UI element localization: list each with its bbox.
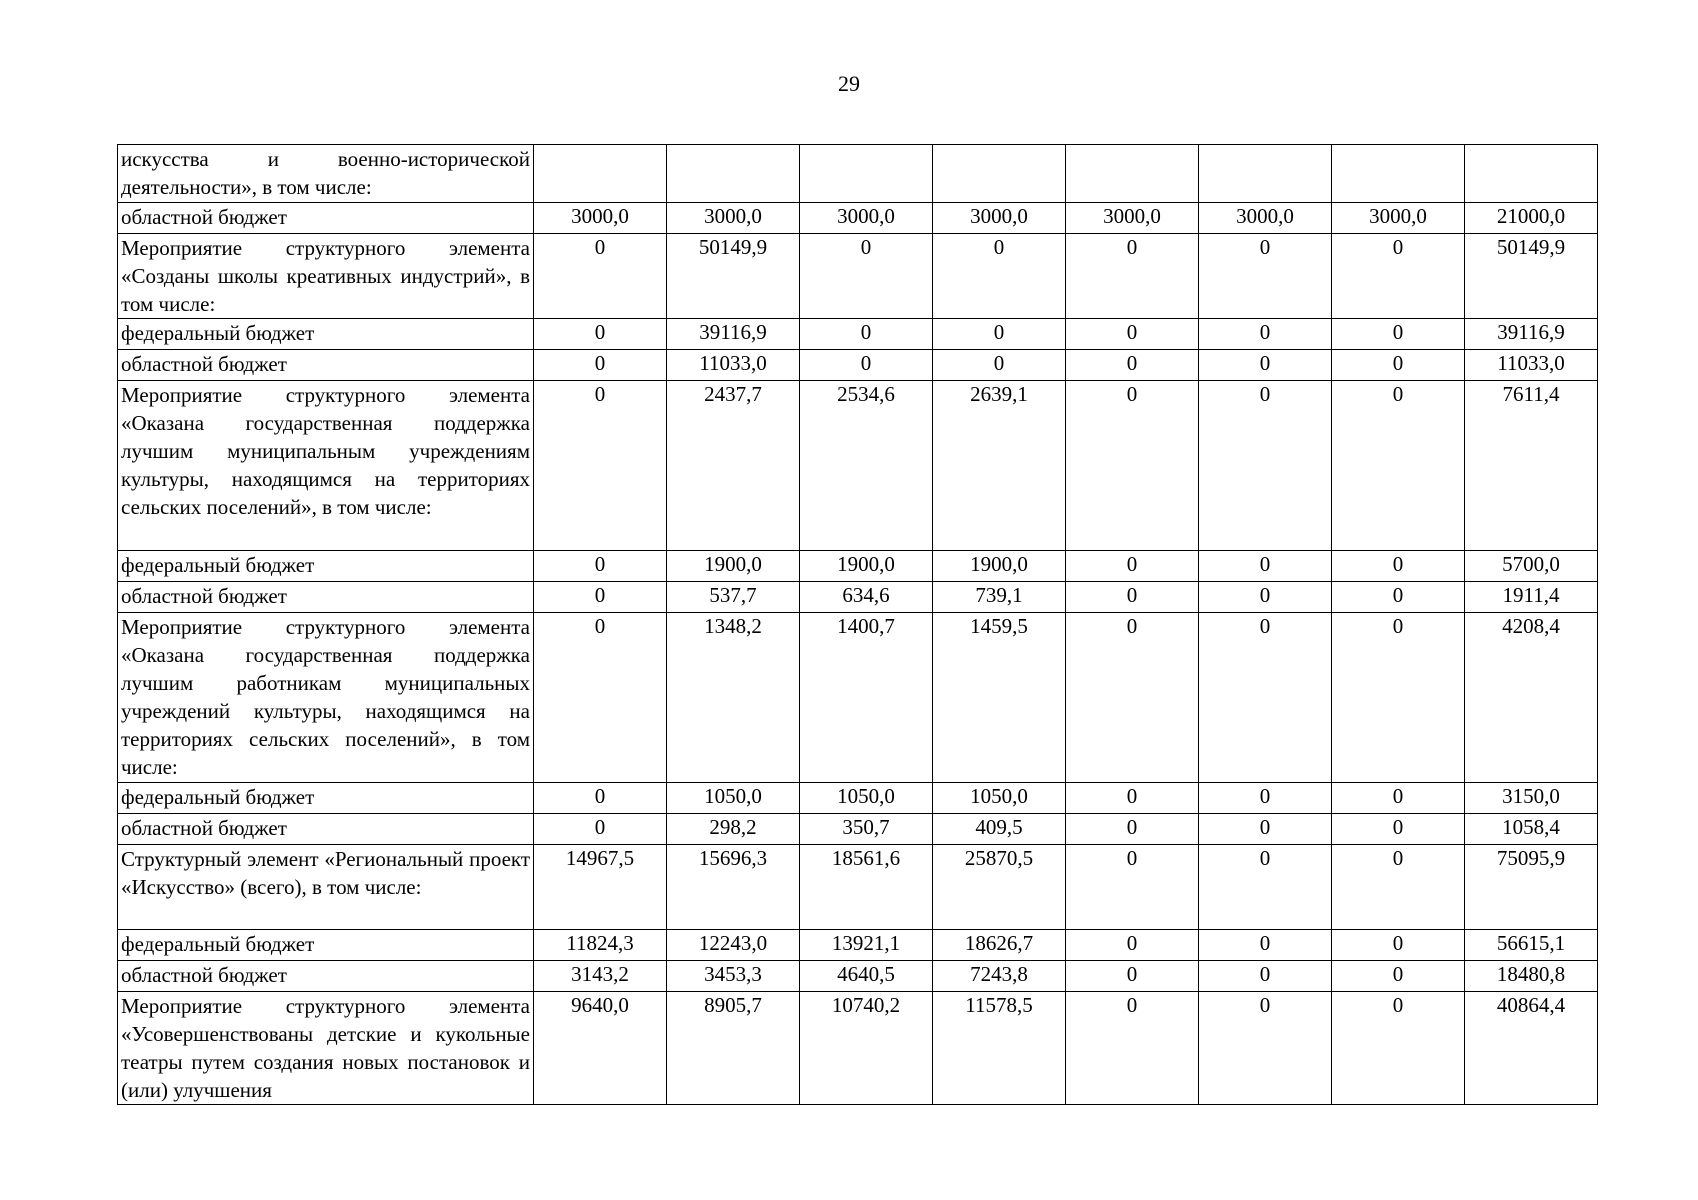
value-cell: 0: [1199, 992, 1332, 1105]
value-cell: 0: [933, 234, 1066, 319]
value-cell: 0: [1199, 551, 1332, 582]
value-cell: 4640,5: [800, 961, 933, 992]
table-row: [118, 961, 1598, 992]
value-cell: 0: [534, 350, 667, 381]
value-cell: 0: [1332, 845, 1465, 930]
value-cell: 11578,5: [933, 992, 1066, 1105]
value-cell: 537,7: [667, 582, 800, 613]
value-cell: 0: [534, 381, 667, 551]
row-name-cell: Мероприятие структурного элемента «Оказана государственная поддержка лучшим муниципальным учреждениям культуры, находящимся на территориях сельских поселений», в том числе:: [118, 381, 534, 551]
table-row: [118, 992, 1598, 1105]
value-cell: 0: [1066, 961, 1199, 992]
value-cell: 0: [534, 319, 667, 350]
value-cell: [667, 145, 800, 203]
table-row: [118, 582, 1598, 613]
value-cell: 0: [1332, 992, 1465, 1105]
value-cell: 9640,0: [534, 992, 667, 1105]
row-name-cell: областной бюджет: [118, 814, 534, 845]
value-cell: 0: [1066, 992, 1199, 1105]
value-cell: 0: [800, 350, 933, 381]
row-name-cell: искусства и военно-исторической деятельности», в том числе:: [118, 145, 534, 203]
row-name-cell: областной бюджет: [118, 582, 534, 613]
table-row: [118, 783, 1598, 814]
value-cell: 0: [1066, 551, 1199, 582]
value-cell: 0: [1199, 350, 1332, 381]
value-cell: 0: [534, 814, 667, 845]
value-cell: 3143,2: [534, 961, 667, 992]
value-cell: 0: [800, 319, 933, 350]
value-cell: 0: [933, 319, 1066, 350]
value-cell: 0: [1199, 930, 1332, 961]
value-cell: 0: [1066, 783, 1199, 814]
value-cell: 11033,0: [667, 350, 800, 381]
value-cell: 12243,0: [667, 930, 800, 961]
row-name-cell: федеральный бюджет: [118, 319, 534, 350]
value-cell: 0: [1199, 582, 1332, 613]
table-row: [118, 203, 1598, 234]
row-name-cell: Мероприятие структурного элемента «Оказана государственная поддержка лучшим работникам муниципальных учреждений культуры, находящимся на территориях сельских поселений», в том числе:: [118, 613, 534, 783]
table-row: [118, 613, 1598, 783]
row-name-cell: Структурный элемент «Региональный проект «Искусство» (всего), в том числе:: [118, 845, 534, 930]
value-cell: 8905,7: [667, 992, 800, 1105]
value-cell: 1459,5: [933, 613, 1066, 783]
value-cell: 0: [1199, 783, 1332, 814]
value-cell: 75095,9: [1465, 845, 1598, 930]
value-cell: [1465, 145, 1598, 203]
row-name-cell: Мероприятие структурного элемента «Усовершенствованы детские и кукольные театры путем создания новых постановок и (или) улучшения: [118, 992, 534, 1105]
value-cell: 0: [1332, 319, 1465, 350]
table-row: [118, 845, 1598, 930]
value-cell: 0: [1066, 930, 1199, 961]
value-cell: 2534,6: [800, 381, 933, 551]
table-row: [118, 930, 1598, 961]
value-cell: 10740,2: [800, 992, 933, 1105]
table-row: [118, 381, 1598, 551]
value-cell: 0: [1066, 613, 1199, 783]
row-name-cell: Мероприятие структурного элемента «Созданы школы креативных индустрий», в том числе:: [118, 234, 534, 319]
value-cell: 0: [933, 350, 1066, 381]
value-cell: 21000,0: [1465, 203, 1598, 234]
value-cell: 0: [1332, 582, 1465, 613]
value-cell: 1900,0: [667, 551, 800, 582]
value-cell: 15696,3: [667, 845, 800, 930]
value-cell: 0: [1332, 551, 1465, 582]
row-name-cell: федеральный бюджет: [118, 783, 534, 814]
value-cell: 18626,7: [933, 930, 1066, 961]
value-cell: 11033,0: [1465, 350, 1598, 381]
row-name-cell: областной бюджет: [118, 203, 534, 234]
value-cell: [1199, 145, 1332, 203]
value-cell: 350,7: [800, 814, 933, 845]
row-name-cell: областной бюджет: [118, 961, 534, 992]
value-cell: 0: [1066, 319, 1199, 350]
value-cell: 1058,4: [1465, 814, 1598, 845]
value-cell: 2437,7: [667, 381, 800, 551]
table-row: [118, 319, 1598, 350]
value-cell: 0: [1066, 582, 1199, 613]
value-cell: 3000,0: [1199, 203, 1332, 234]
value-cell: 0: [1332, 613, 1465, 783]
value-cell: 298,2: [667, 814, 800, 845]
value-cell: 3000,0: [933, 203, 1066, 234]
value-cell: 0: [1066, 845, 1199, 930]
page-number: 29: [838, 71, 860, 96]
value-cell: 0: [534, 234, 667, 319]
value-cell: 0: [1199, 381, 1332, 551]
value-cell: 3000,0: [667, 203, 800, 234]
value-cell: 0: [1199, 961, 1332, 992]
value-cell: 0: [1066, 350, 1199, 381]
table-row: [118, 234, 1598, 319]
table-row: [118, 145, 1598, 203]
value-cell: 739,1: [933, 582, 1066, 613]
value-cell: 56615,1: [1465, 930, 1598, 961]
value-cell: 1050,0: [667, 783, 800, 814]
table-row: [118, 350, 1598, 381]
table-body: [118, 145, 1598, 1105]
row-name-cell: федеральный бюджет: [118, 930, 534, 961]
value-cell: 50149,9: [1465, 234, 1598, 319]
value-cell: 1348,2: [667, 613, 800, 783]
value-cell: 0: [534, 613, 667, 783]
value-cell: 13921,1: [800, 930, 933, 961]
value-cell: 3453,3: [667, 961, 800, 992]
value-cell: 0: [534, 783, 667, 814]
row-name-cell: федеральный бюджет: [118, 551, 534, 582]
value-cell: 3150,0: [1465, 783, 1598, 814]
value-cell: 1400,7: [800, 613, 933, 783]
value-cell: 1911,4: [1465, 582, 1598, 613]
value-cell: 0: [1066, 381, 1199, 551]
value-cell: 0: [1332, 234, 1465, 319]
value-cell: 634,6: [800, 582, 933, 613]
value-cell: 18561,6: [800, 845, 933, 930]
value-cell: 0: [1332, 814, 1465, 845]
value-cell: 1900,0: [933, 551, 1066, 582]
value-cell: 0: [1199, 845, 1332, 930]
value-cell: 7611,4: [1465, 381, 1598, 551]
value-cell: 0: [534, 582, 667, 613]
value-cell: 18480,8: [1465, 961, 1598, 992]
value-cell: 0: [1332, 783, 1465, 814]
value-cell: [933, 145, 1066, 203]
value-cell: 39116,9: [667, 319, 800, 350]
value-cell: [800, 145, 933, 203]
value-cell: [1332, 145, 1465, 203]
value-cell: 0: [1199, 234, 1332, 319]
budget-table: [117, 144, 1598, 1105]
table-row: [118, 814, 1598, 845]
row-name-cell: областной бюджет: [118, 350, 534, 381]
value-cell: 25870,5: [933, 845, 1066, 930]
value-cell: 0: [1332, 350, 1465, 381]
value-cell: 1050,0: [800, 783, 933, 814]
value-cell: 50149,9: [667, 234, 800, 319]
value-cell: 409,5: [933, 814, 1066, 845]
value-cell: 0: [1332, 381, 1465, 551]
value-cell: 0: [1199, 814, 1332, 845]
value-cell: 11824,3: [534, 930, 667, 961]
value-cell: 0: [1066, 814, 1199, 845]
value-cell: [534, 145, 667, 203]
value-cell: 40864,4: [1465, 992, 1598, 1105]
value-cell: 0: [534, 551, 667, 582]
value-cell: 1900,0: [800, 551, 933, 582]
value-cell: 39116,9: [1465, 319, 1598, 350]
value-cell: 4208,4: [1465, 613, 1598, 783]
value-cell: 2639,1: [933, 381, 1066, 551]
value-cell: 3000,0: [800, 203, 933, 234]
value-cell: 3000,0: [1066, 203, 1199, 234]
table-row: [118, 551, 1598, 582]
value-cell: 14967,5: [534, 845, 667, 930]
value-cell: 0: [1066, 234, 1199, 319]
value-cell: 0: [800, 234, 933, 319]
value-cell: 3000,0: [1332, 203, 1465, 234]
value-cell: 0: [1199, 613, 1332, 783]
value-cell: 0: [1332, 930, 1465, 961]
value-cell: 0: [1332, 961, 1465, 992]
value-cell: 1050,0: [933, 783, 1066, 814]
value-cell: 7243,8: [933, 961, 1066, 992]
value-cell: [1066, 145, 1199, 203]
value-cell: 0: [1199, 319, 1332, 350]
value-cell: 5700,0: [1465, 551, 1598, 582]
value-cell: 3000,0: [534, 203, 667, 234]
